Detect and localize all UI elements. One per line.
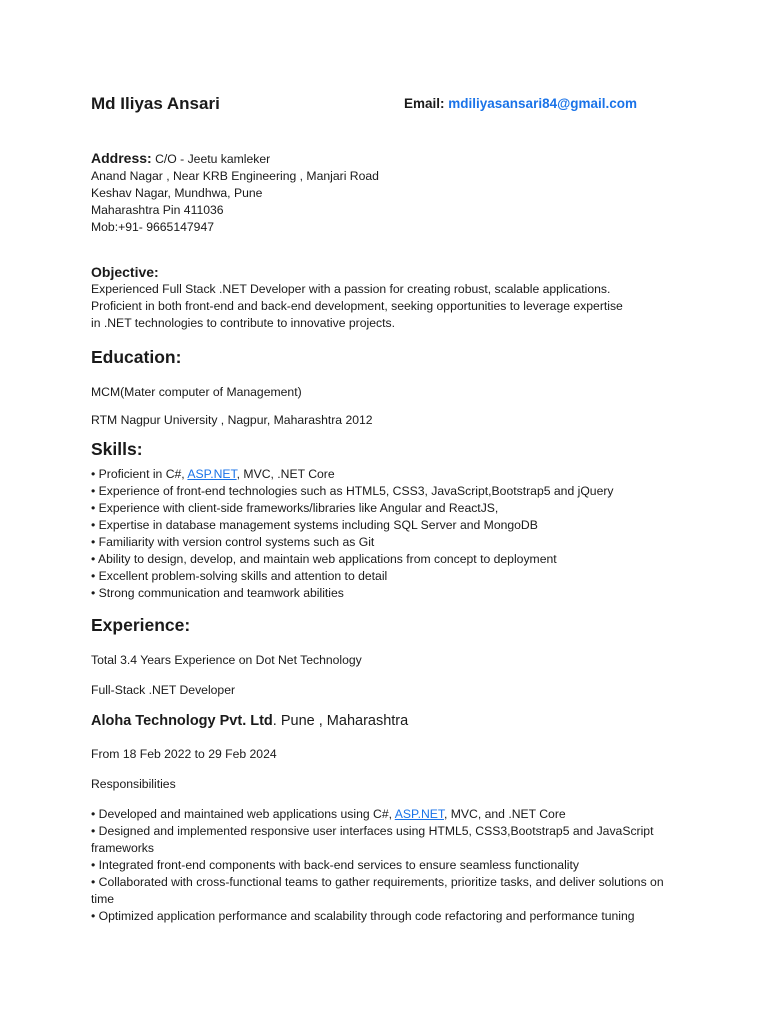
experience-heading: Experience: [91,615,191,635]
responsibility-item: • Collaborated with cross-functional teams to gather requirements, prioritize tasks, and deliver solutions on time [91,875,664,906]
mobile-number: Mob:+91- 9665147947 [91,220,214,234]
objective-section [91,264,623,332]
objective-line: in .NET technologies to contribute to innovative projects. [91,316,395,330]
candidate-name: Md Iliyas Ansari [91,94,220,113]
address-label: Address: [91,150,152,166]
address-line: Keshav Nagar, Mundhwa, Pune [91,186,263,200]
education-degree: MCM(Mater computer of Management) [91,385,302,399]
skill-text: • Proficient in C#, [91,467,188,481]
education-heading: Education: [91,347,182,367]
company-name: Aloha Technology Pvt. Ltd [91,713,273,729]
employment-period: From 18 Feb 2022 to 29 Feb 2024 [91,747,277,761]
skill-text: , MVC, .NET Core [236,467,335,481]
responsibilities-label: Responsibilities [91,777,176,791]
objective-line: Proficient in both front-end and back-end development, seeking opportunities to leverage expertise [91,299,623,313]
skills-list [91,466,614,602]
skill-item: • Experience of front-end technologies such as HTML5, CSS3, JavaScript,Bootstrap5 and jQuery [91,484,614,498]
responsibility-item: • Optimized application performance and scalability through code refactoring and performance tuning [91,909,635,923]
responsibilities-list [91,806,681,925]
skill-item [91,466,614,483]
company-row [91,713,408,730]
skill-item: • Familiarity with version control systems such as Git [91,535,375,549]
experience-role: Full-Stack .NET Developer [91,683,236,697]
address-section [91,150,379,236]
address-line: Maharashtra Pin 411036 [91,203,224,217]
responsibility-item: • Integrated front-end components with back-end services to ensure seamless functionality [91,858,579,872]
skills-heading: Skills: [91,439,143,459]
skill-item: • Strong communication and teamwork abilities [91,586,344,600]
company-location: . Pune , Maharashtra [272,713,409,729]
email-row [404,96,637,111]
skill-item: • Experience with client-side frameworks/libraries like Angular and ReactJS, [91,501,499,515]
address-line: Anand Nagar , Near KRB Engineering , Manjari Road [91,169,379,183]
responsibility-text: • Developed and maintained web applications using C#, [91,807,395,821]
experience-total: Total 3.4 Years Experience on Dot Net Technology [91,653,362,667]
email-link[interactable]: mdiliyasansari84@gmail.com [448,96,638,111]
responsibility-item [91,806,681,823]
education-university: RTM Nagpur University , Nagpur, Maharashtra 2012 [91,413,373,427]
aspnet-link[interactable]: ASP.NET [394,807,444,821]
address-line: C/O - Jeetu kamleker [151,152,271,166]
objective-heading: Objective: [91,264,159,280]
skill-item: • Expertise in database management systems including SQL Server and MongoDB [91,518,538,532]
skill-item: • Ability to design, develop, and maintain web applications from concept to deployment [91,552,557,566]
responsibility-item: • Designed and implemented responsive user interfaces using HTML5, CSS3,Bootstrap5 and JavaScript frameworks [91,824,654,855]
skill-item: • Excellent problem-solving skills and attention to detail [91,569,388,583]
objective-line: Experienced Full Stack .NET Developer with a passion for creating robust, scalable applications. [91,282,611,296]
email-label: Email: [404,96,449,111]
responsibility-text: , MVC, and .NET Core [443,807,566,821]
aspnet-link[interactable]: ASP.NET [187,467,237,481]
